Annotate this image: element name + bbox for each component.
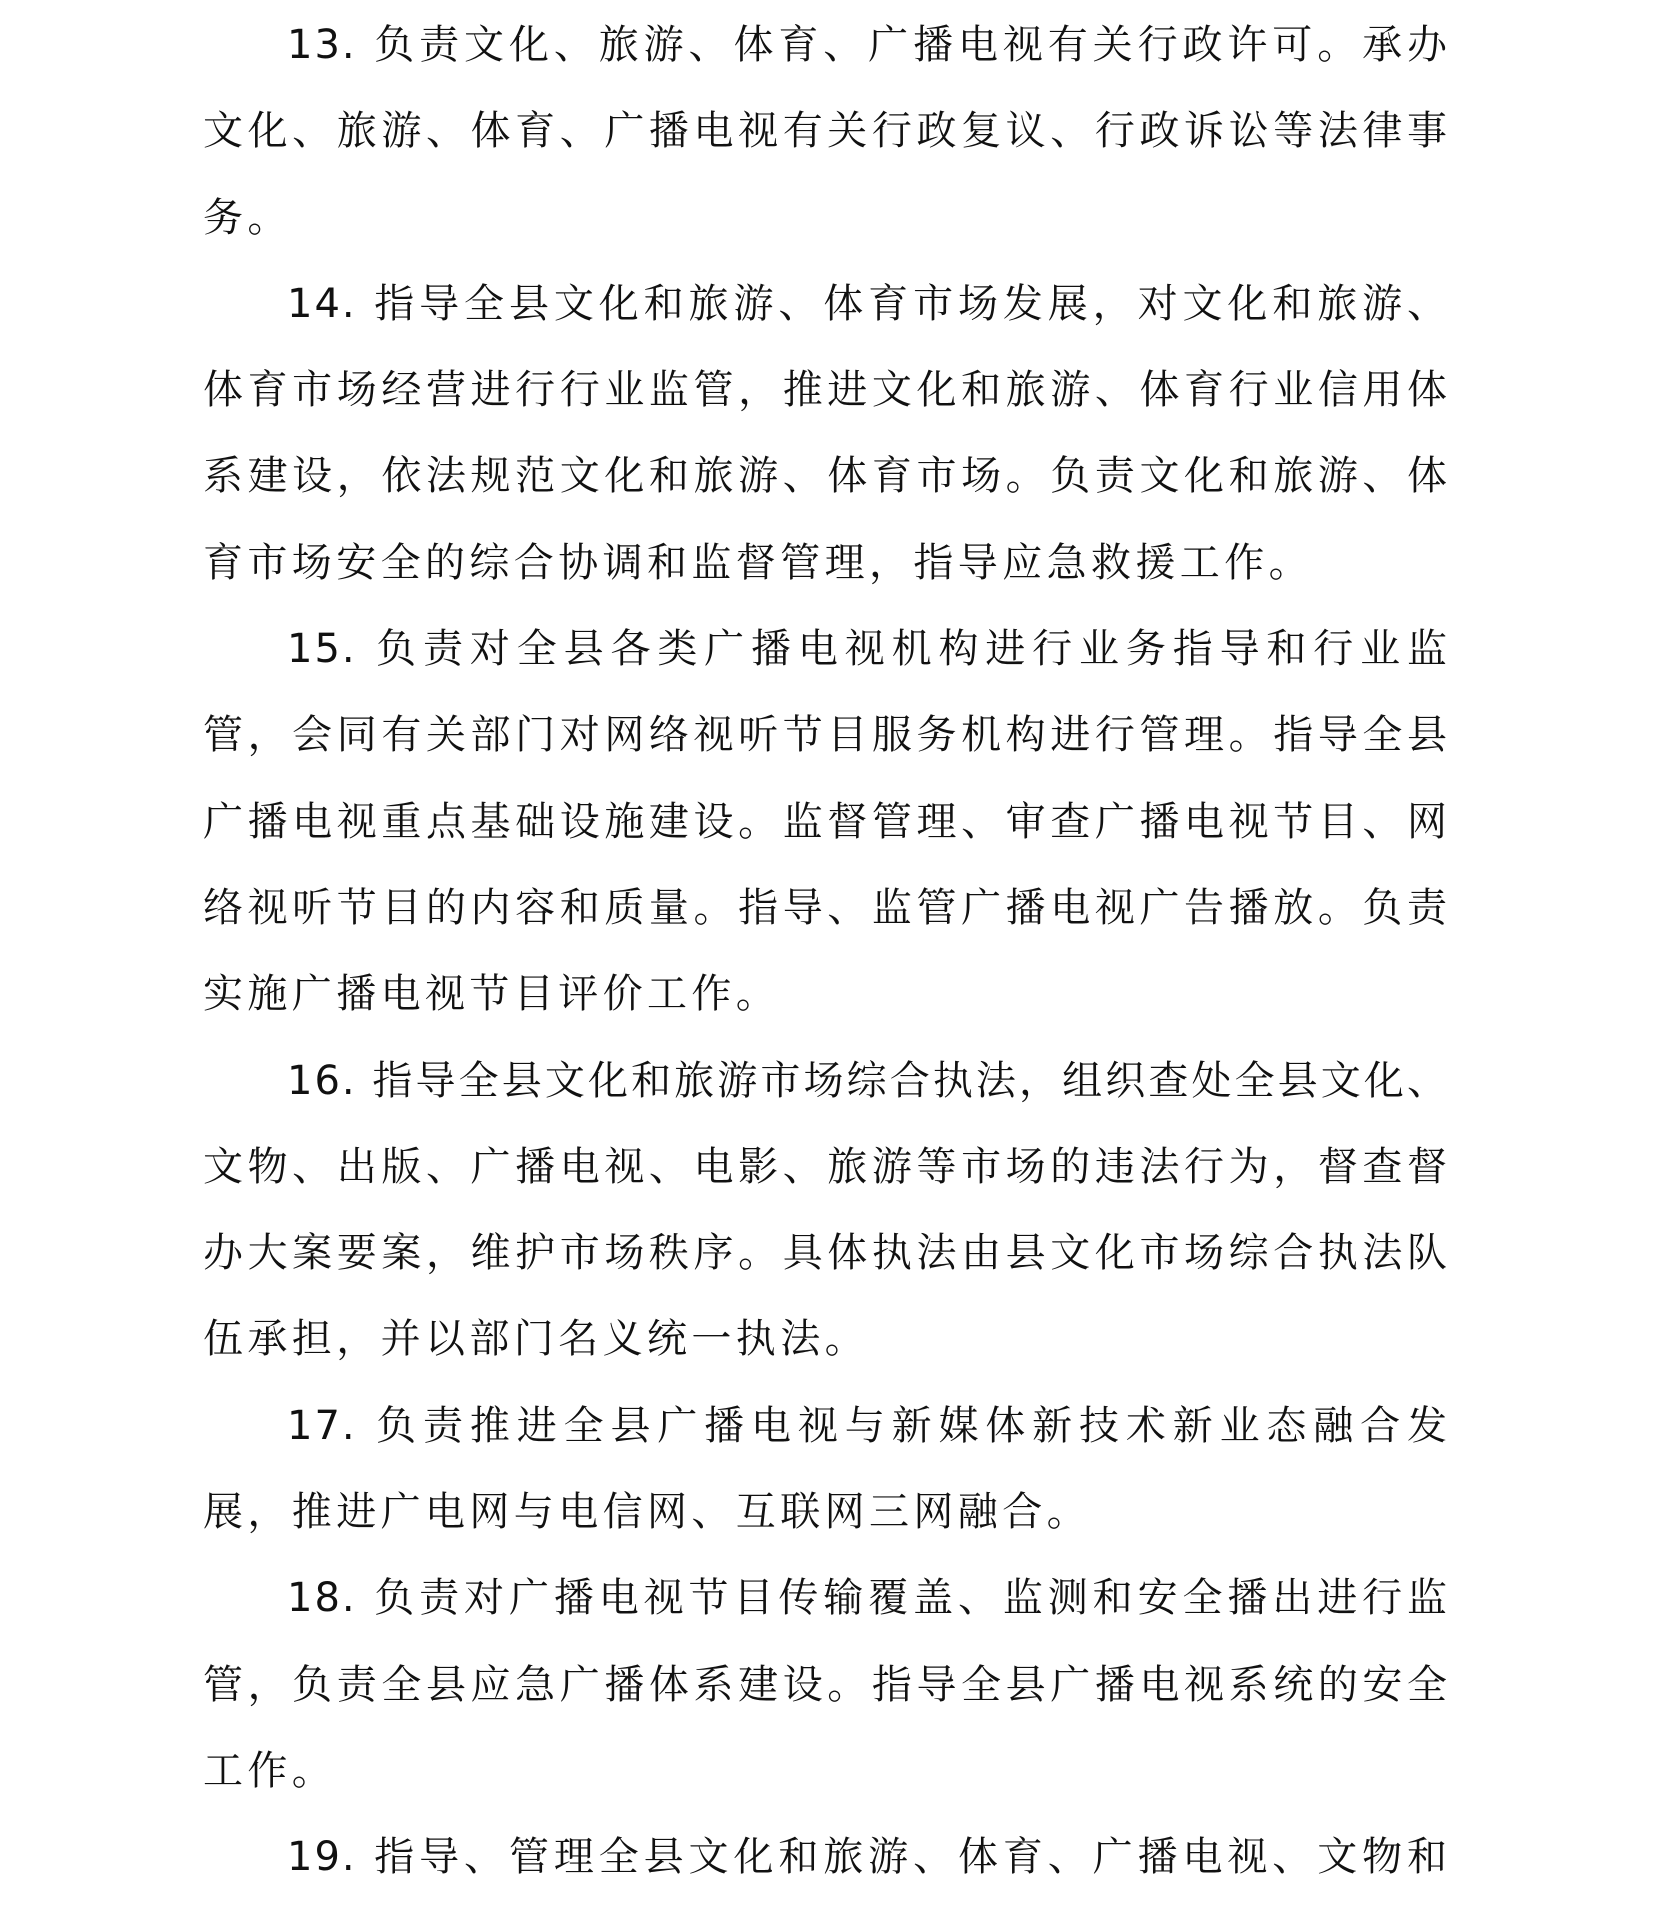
text-line: 工作。 — [203, 1747, 337, 1794]
text-line: 15. 负责对全县各类广播电视机构进行业务指导和行业监 — [287, 626, 1449, 673]
text-line: 广播电视重点基础设施建设。监督管理、审查广播电视节目、网 — [203, 798, 1449, 845]
paragraph — [203, 2, 1449, 261]
text-line: 展，推进广电网与电信网、互联网三网融合。 — [203, 1489, 1091, 1536]
text-line: 体育市场经营进行行业监管，推进文化和旅游、体育行业信用体 — [203, 367, 1449, 414]
paragraph — [203, 1038, 1449, 1383]
text-line: 管，负责全县应急广播体系建设。指导全县广播电视系统的安全 — [203, 1661, 1449, 1708]
text-line: 16. 指导全县文化和旅游市场综合执法，组织查处全县文化、 — [287, 1057, 1449, 1104]
text-line: 实施广播电视节目评价工作。 — [203, 971, 781, 1018]
text-line: 19. 指导、管理全县文化和旅游、体育、广播电视、文物和 — [287, 1834, 1449, 1881]
text-line: 文物、出版、广播电视、电影、旅游等市场的违法行为，督查督 — [203, 1143, 1449, 1190]
text-line: 伍承担，并以部门名义统一执法。 — [203, 1316, 869, 1363]
paragraph — [203, 261, 1449, 606]
text-line: 络视听节目的内容和质量。指导、监管广播电视广告播放。负责 — [203, 884, 1449, 931]
paragraph — [203, 1555, 1449, 1814]
paragraph — [203, 606, 1449, 1037]
text-line: 17. 负责推进全县广播电视与新媒体新技术新业态融合发 — [287, 1402, 1449, 1449]
paragraph — [203, 1814, 1449, 1900]
text-line: 13. 负责文化、旅游、体育、广播电视有关行政许可。承办 — [287, 22, 1449, 68]
text-line: 办大案要案，维护市场秩序。具体执法由县文化市场综合执法队 — [203, 1230, 1449, 1277]
text-line: 文化、旅游、体育、广播电视有关行政复议、行政诉讼等法律事 — [203, 108, 1449, 155]
text-line: 14. 指导全县文化和旅游、体育市场发展，对文化和旅游、 — [287, 280, 1449, 327]
text-line: 务。 — [203, 194, 292, 241]
text-line: 管，会同有关部门对网络视听节目服务机构进行管理。指导全县 — [203, 712, 1449, 759]
text-line: 育市场安全的综合协调和监督管理，指导应急救援工作。 — [203, 539, 1313, 586]
document-body — [203, 2, 1449, 1901]
text-line: 18. 负责对广播电视节目传输覆盖、监测和安全播出进行监 — [287, 1575, 1449, 1622]
paragraph — [203, 1383, 1449, 1556]
text-line: 系建设，依法规范文化和旅游、体育市场。负责文化和旅游、体 — [203, 453, 1449, 500]
